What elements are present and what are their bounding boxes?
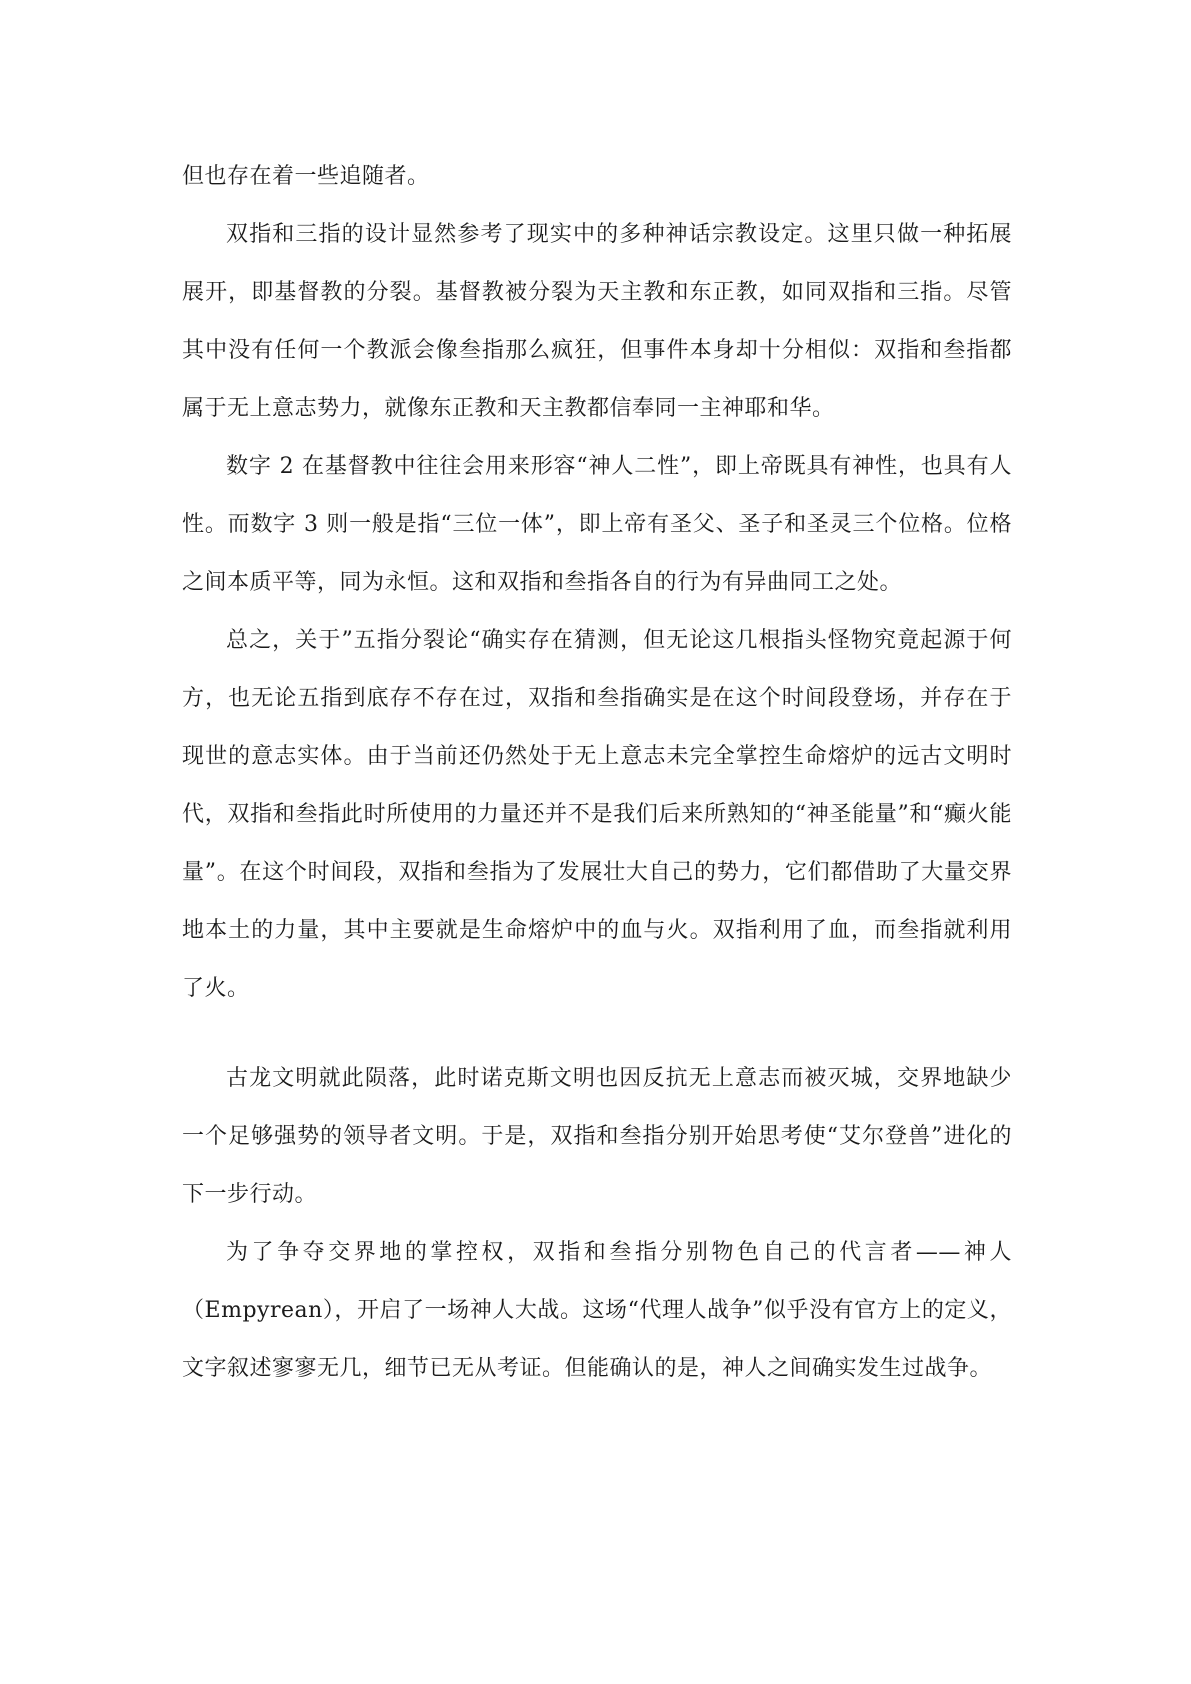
- text-section-2: [182, 1050, 1012, 1398]
- paragraph-empyrean-war: 为了争夺交界地的掌控权，双指和叁指分别物色自己的代言者——神人（Empyrean），开启了一场神人大战。这场“代理人战争”似乎没有官方上的定义，文字叙述寥寥无几，细节已无从考证。但能确认的是，神人之间确实发生过战争。: [182, 1240, 1012, 1381]
- paragraph-continuation: 但也存在着一些追随者。: [182, 164, 430, 189]
- paragraph-civilization-fall: 古龙文明就此陨落，此时诺克斯文明也因反抗无上意志而被灭城，交界地缺少一个足够强势的领导者文明。于是，双指和叁指分别开始思考使“艾尔登兽”进化的下一步行动。: [182, 1066, 1012, 1207]
- paragraph-numbers-meaning: 数字 2 在基督教中往往会用来形容“神人二性”，即上帝既具有神性，也具有人性。而数字 3 则一般是指“三位一体”，即上帝有圣父、圣子和圣灵三个位格。位格之间本质平等，同为永恒。这和双指和叁指各自的行为有异曲同工之处。: [182, 454, 1012, 595]
- paragraph-religious-reference: 双指和三指的设计显然参考了现实中的多种神话宗教设定。这里只做一种拓展展开，即基督教的分裂。基督教被分裂为天主教和东正教，如同双指和三指。尽管其中没有任何一个教派会像叁指那么疯狂，但事件本身却十分相似：双指和叁指都属于无上意志势力，就像东正教和天主教都信奉同一主神耶和华。: [182, 222, 1012, 421]
- text-section-1: [182, 148, 1012, 1018]
- paragraph-five-fingers-theory: 总之，关于”五指分裂论“确实存在猜测，但无论这几根指头怪物究竟起源于何方，也无论五指到底存不存在过，双指和叁指确实是在这个时间段登场，并存在于现世的意志实体。由于当前还仍然处于无上意志未完全掌控生命熔炉的远古文明时代，双指和叁指此时所使用的力量还并不是我们后来所熟知的“神圣能量”和“癫火能量”。在这个时间段，双指和叁指为了发展壮大自己的势力，它们都借助了大量交界地本土的力量，其中主要就是生命熔炉中的血与火。双指利用了血，而叁指就利用了火。: [182, 628, 1012, 1001]
